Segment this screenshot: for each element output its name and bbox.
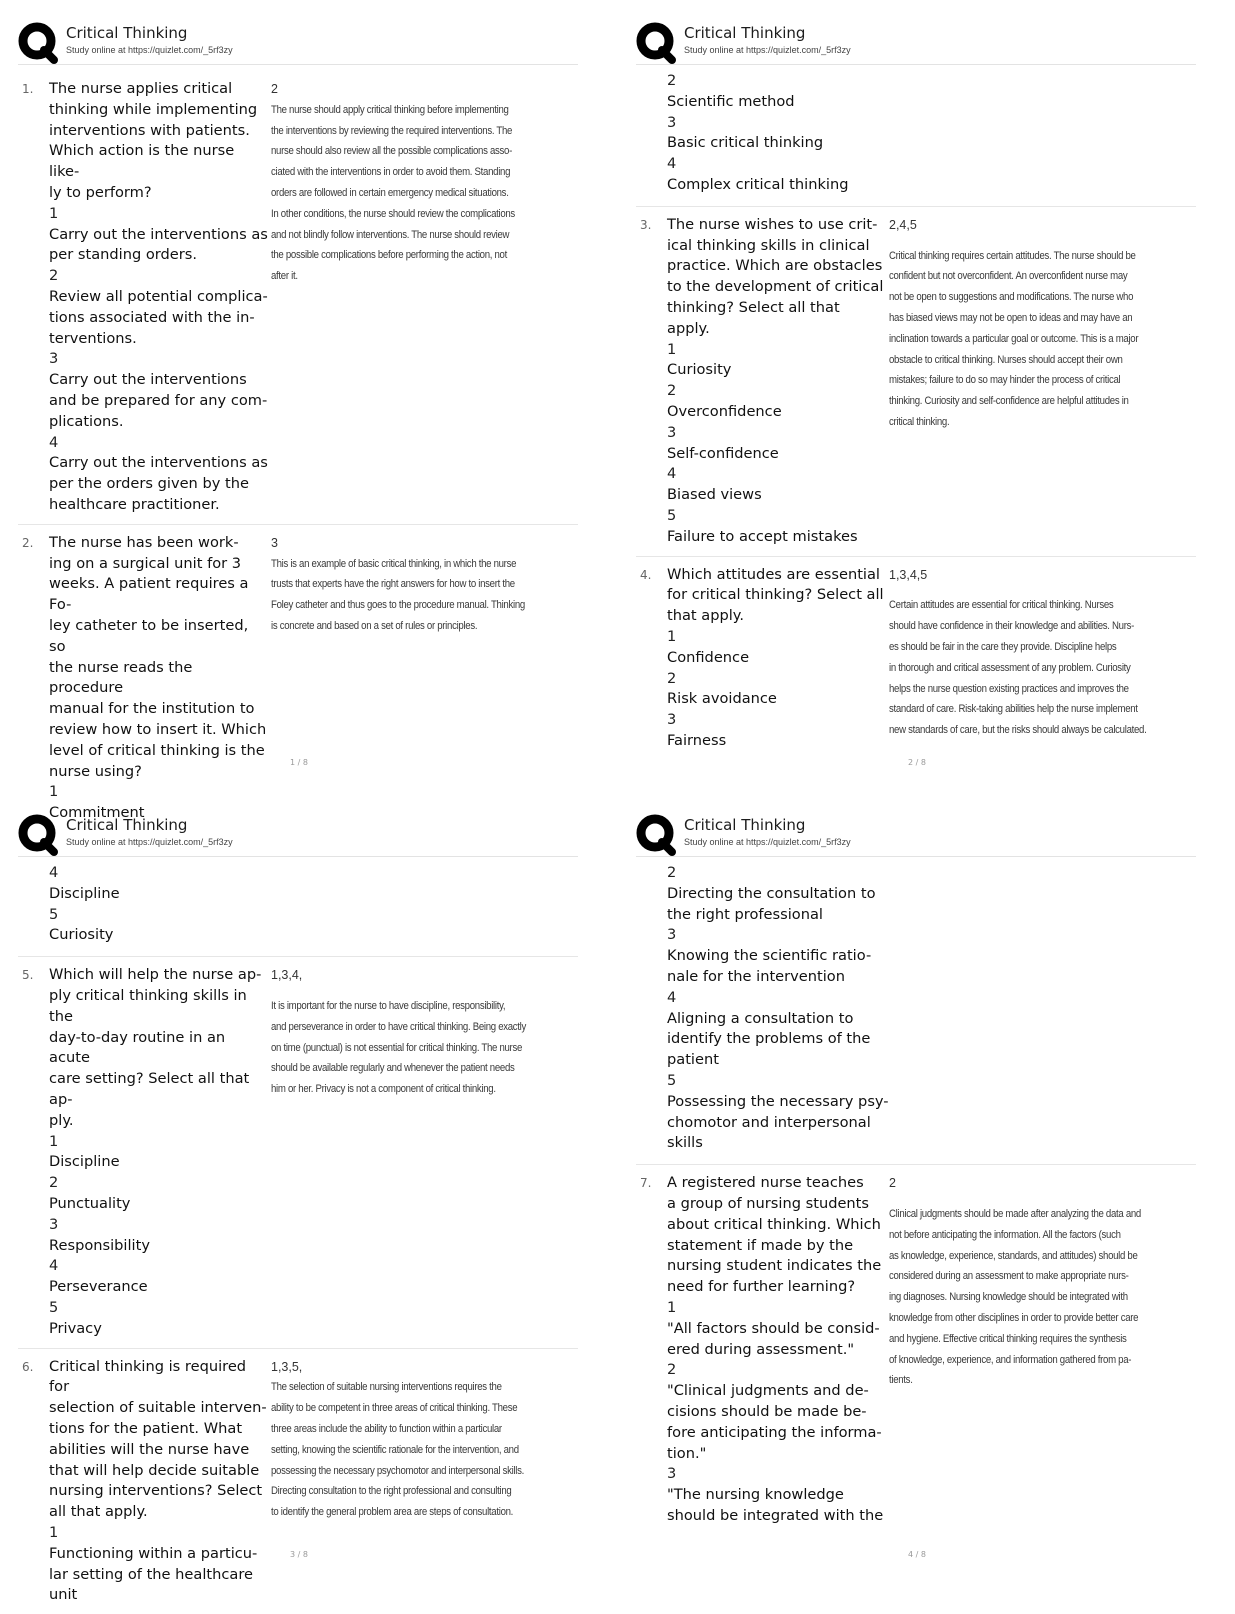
answer-column bbox=[269, 965, 617, 1339]
explanation: Clinical judgments should be made after analyzing the data and not before anticipating the information. All the factors (such as knowledge, experience, standards, and attitudes) should be considered during an assessment to make appropriate nurs- ing diagnoses. Nursing knowledge should be integrated with knowledge from other disciplines in order to provide better care and hygiene. Effective critical thinking requires the synthesis of knowledge, experience, and information gathered from pa- tients. bbox=[889, 1207, 1141, 1387]
study-online-link[interactable]: Study online at https://quizlet.com/_5rf3zy bbox=[66, 837, 233, 847]
answer-column bbox=[269, 79, 617, 516]
explanation: Critical thinking requires certain attitudes. The nurse should be confident but not overconfident. An overconfident nurse may not be open to suggestions and modifications. The nurse who has biased views may not be open to ideas and may have an inclination towards a particular goal or outcome. This is a major obstacle to critical thinking. Nurses should accept their own mistakes; failure to do so may hinder the process of critical thinking. Curiosity and self-confidence are helpful attitudes in critical thinking. bbox=[889, 249, 1139, 428]
page-number: 4 / 8 bbox=[908, 1550, 926, 1559]
continued-options: 4 Discipline 5 Curiosity bbox=[49, 864, 120, 944]
answer-column bbox=[887, 565, 1235, 752]
question-number: 3. bbox=[640, 217, 652, 232]
explanation: The selection of suitable nursing interventions requires the ability to be competent in three areas of critical thinking. These three areas include the ability to function within a particular setting, knowing the scientific rationale for the intervention, and possessing the necessary psychomotor and interpersonal skills. Directing consultation to the right professional and consulting to identify the general problem area are steps of consultation. bbox=[271, 1381, 525, 1519]
answer-column bbox=[887, 1173, 1235, 1527]
quizlet-logo-icon bbox=[636, 814, 676, 854]
question-number: 2. bbox=[22, 535, 34, 550]
question-text: The nurse has been work- ing on a surgical unit for 3 weeks. A patient requires a Fo- ley catheter to be inserted, so the nurse reads the procedure manual for the institution to review how to insert it. Which level of critical thinking is the nurse using? 1 Commitment bbox=[49, 533, 267, 822]
page-header bbox=[636, 812, 1196, 857]
page-number: 1 / 8 bbox=[290, 758, 308, 767]
question-card bbox=[18, 956, 578, 1347]
question-card bbox=[18, 524, 578, 832]
question-number: 5. bbox=[22, 968, 34, 983]
answer-column bbox=[269, 533, 617, 824]
explanation: The nurse should apply critical thinking before implementing the interventions by reviewing the required interventions. The nurse should also review all the possible complications asso- ciated with the interventions in order to avoid them. Standing orders are followed in certain emergency medical situations. In other conditions, the nurse should review the complications and not blindly follow interventions. The nurse should review the possible complications before performing the action, not after it. bbox=[271, 103, 515, 283]
question-text: The nurse wishes to use crit- ical thinking skills in clinical practice. Which are obstacles to the development of critical thinking? Select all that apply. 1 Curiosity 2 Overconfidence 3 Self-confidence 4 Biased views 5 Failure to accept mistakes bbox=[667, 215, 884, 545]
explanation: Certain attitudes are essential for critical thinking. Nurses should have confidence in their knowledge and abilities. Nurs- es should be fair in the care they provide. Discipline helps in thorough and critical assessment of any problem. Curiosity helps the nurse question existing practices and improves the standard of care. Risk-taking abilities help the nurse implement new standards of care, but the risks should always be calculated. bbox=[889, 599, 1147, 737]
explanation: It is important for the nurse to have discipline, responsibility, and perseverance in order to have critical thinking. Being exactly on time (punctual) is not essential for critical thinking. The nurse should be available regularly and whenever the patient needs him or her. Privacy is not a component of critical thinking. bbox=[271, 999, 527, 1096]
answer: 1,3,4, bbox=[271, 968, 303, 983]
quizlet-logo-icon bbox=[18, 814, 58, 854]
explanation: This is an example of basic critical thinking, in which the nurse trusts that experts have the right answers for how to insert the Foley catheter and thus goes to the procedure manual. Thinking is concrete and based on a set of rules or principles. bbox=[271, 557, 525, 632]
continued-options: 2 Directing the consultation to the right professional 3 Knowing the scientific ratio- nale for the intervention 4 Aligning a consultation to identify the problems of the patient 5 Possessing the necessary psy- chomotor and interpersonal skills bbox=[667, 864, 889, 1152]
document-title: Critical Thinking bbox=[684, 24, 806, 42]
page-header bbox=[18, 20, 578, 65]
page-number: 3 / 8 bbox=[290, 1550, 308, 1559]
question-text: A registered nurse teaches a group of nursing students about critical thinking. Which statement if made by the nursing student indicates the need for further learning? 1 "All factors should be consid- ered during assessment." 2 "Clinical judgments and de- cisions should be made be- fore anticipating the informa- tion." 3 "The nursing knowledge should be integrated with the bbox=[667, 1174, 884, 1524]
answer: 2 bbox=[889, 1176, 896, 1191]
answer-column bbox=[269, 1357, 617, 1607]
question-text: The nurse applies critical thinking while implementing interventions with patients. Which action is the nurse like- ly to perform? 1 Carry out the interventions as per standing orders. 2 Review all potential complica- tions associated with the in- terventions. 3 Carry out the interventions and be prepared for any com- plications. 4 Carry out the interventions as per the orders given by the healthcare practitioner. bbox=[49, 80, 268, 513]
study-online-link[interactable]: Study online at https://quizlet.com/_5rf3zy bbox=[684, 837, 851, 847]
question-number: 7. bbox=[640, 1176, 652, 1191]
question-card bbox=[18, 71, 578, 524]
answer: 1,3,5, bbox=[271, 1359, 303, 1374]
question-number: 4. bbox=[640, 567, 652, 582]
document-title: Critical Thinking bbox=[66, 816, 188, 834]
page-3 bbox=[18, 812, 578, 1604]
question-text: Critical thinking is required for selection of suitable interven- tions for the patient. What abilities will the nurse have that will help decide suitable nursing interventions? Select all that apply. 1 Functioning within a particu- lar setting of the healthcare unit bbox=[49, 1357, 267, 1604]
page-1 bbox=[18, 20, 578, 822]
continued-options: 2 Scientific method 3 Basic critical thinking 4 Complex critical thinking bbox=[667, 72, 849, 193]
page-4 bbox=[636, 812, 1196, 1572]
page-header bbox=[18, 812, 578, 857]
document-title: Critical Thinking bbox=[66, 24, 188, 42]
page-number: 2 / 8 bbox=[908, 758, 926, 767]
question-text: Which will help the nurse ap- ply critical thinking skills in the day-to-day routine in an acute care setting? Select all that ap- ply. 1 Discipline 2 Punctuality 3 Responsibility 4 Perseverance 5 Privacy bbox=[49, 966, 262, 1337]
question-card bbox=[636, 206, 1196, 556]
page-2 bbox=[636, 20, 1196, 780]
study-online-link[interactable]: Study online at https://quizlet.com/_5rf3zy bbox=[66, 45, 233, 55]
answer: 3 bbox=[271, 535, 278, 550]
study-online-link[interactable]: Study online at https://quizlet.com/_5rf3zy bbox=[684, 45, 851, 55]
question-number: 1. bbox=[22, 82, 34, 96]
answer: 1,3,4,5 bbox=[889, 567, 928, 582]
question-number: 6. bbox=[22, 1359, 34, 1374]
question-card bbox=[18, 1348, 578, 1614]
page-header bbox=[636, 20, 1196, 65]
answer-column bbox=[887, 215, 1235, 548]
document-title: Critical Thinking bbox=[684, 816, 806, 834]
question-card bbox=[636, 1164, 1196, 1535]
quizlet-logo-icon bbox=[18, 22, 58, 62]
question-card bbox=[636, 556, 1196, 760]
answer: 2,4,5 bbox=[889, 217, 917, 232]
answer: 2 bbox=[271, 82, 278, 96]
question-text: Which attitudes are essential for critical thinking? Select all that apply. 1 Confidence 2 Risk avoidance 3 Fairness bbox=[667, 565, 884, 749]
quizlet-logo-icon bbox=[636, 22, 676, 62]
